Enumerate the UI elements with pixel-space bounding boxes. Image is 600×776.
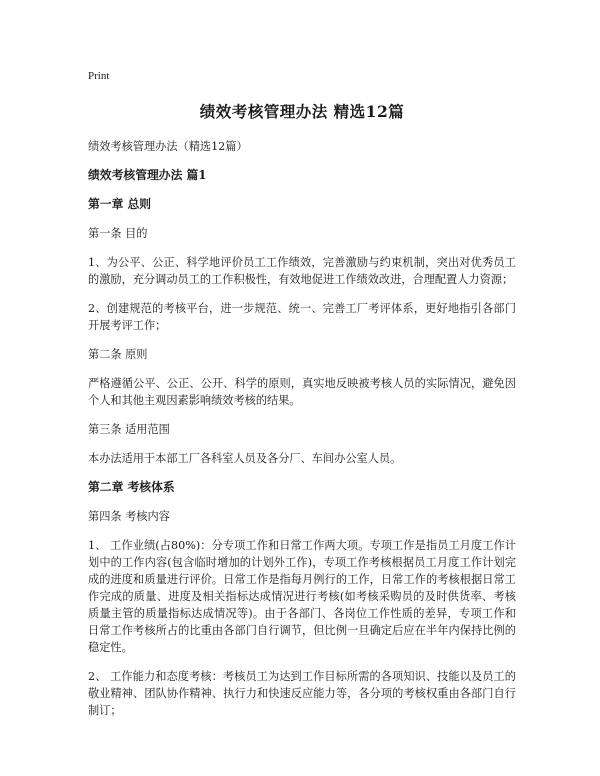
article-heading: 绩效考核管理办法 篇1	[88, 168, 207, 182]
clause-title: 第三条 适用范围	[88, 423, 170, 436]
clause-title: 第一条 目的	[88, 227, 148, 240]
chapter-heading: 第一章 总则	[88, 197, 152, 211]
paragraph: 2、创建规范的考核平台，进一步规范、统一、完善工厂考评体系，更好地指引各部门开展考评工作；	[88, 302, 516, 332]
paragraph: 1、 工作业绩(占80%)：分专项工作和日常工作两大项。专项工作是指员工月度工作计划中的工作内容(包含临时增加的计划外工作)，专项工作考核根据员工月度工作计划完成的进度和质量进行评价。日常工作是指每月例行的工作，日常工作的考核根据日常工作完成的质量、进度及相关指标达成情况进行考核(如考核采购员的及时供货率、考核质量主管的质量指标达成情况等)。由于各部门、各岗位工作性质的差异，专项工作和日常工作考核所占的比重由各部门自行调节，但比例一旦确定后应在半年内保持比例的稳定性。	[88, 539, 516, 654]
document-title: 绩效考核管理办法 精选12篇	[199, 102, 405, 121]
clause-title: 第二条 原则	[88, 348, 148, 361]
print-label: Print	[88, 70, 110, 82]
document-subtitle: 绩效考核管理办法（精选12篇）	[88, 140, 248, 153]
document-page	[88, 70, 516, 731]
paragraph: 本办法适用于本部工厂各科室人员及各分厂、车间办公室人员。	[88, 452, 402, 465]
clause-title: 第四条 考核内容	[88, 510, 170, 523]
paragraph: 2、 工作能力和态度考核：考核员工为达到工作目标所需的各项知识、技能以及员工的敬业精神、团队协作精神、执行力和快速反应能力等，各分项的考核权重由各部门自行制订；	[88, 670, 516, 717]
paragraph: 严格遵循公平、公正、公开、科学的原则，真实地反映被考核人员的实际情况，避免因个人和其他主观因素影响绩效考核的结果。	[88, 377, 516, 407]
chapter-heading: 第二章 考核体系	[88, 480, 175, 494]
paragraph: 1、为公平、公正、科学地评价员工工作绩效，完善激励与约束机制，突出对优秀员工的激励，充分调动员工的工作积极性，有效地促进工作绩效改进，合理配置人力资源；	[88, 256, 516, 286]
